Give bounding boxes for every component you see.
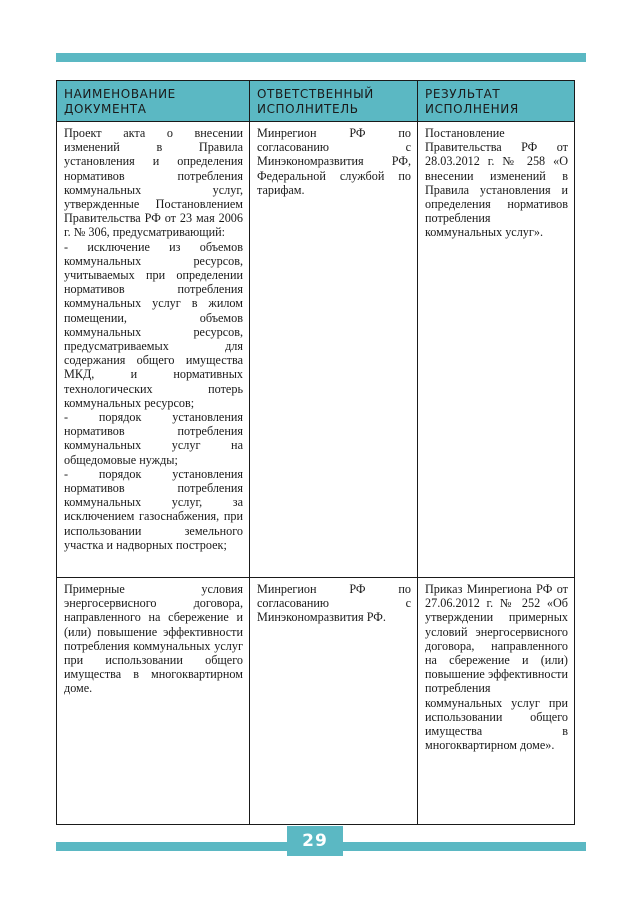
header-document-name: НАИМЕНОВАНИЕ ДОКУМЕНТА [57,81,250,122]
document-name-text: Проект акта о внесении изменений в Правила установления и определения нормативов потребления коммунальных услуг, утвержденные Постановлением Правительства РФ от 23 мая 2006 г. № 306, предусматривающий: [64,126,243,240]
list-item: - порядок установления нормативов потребления коммунальных услуг на общедомовые нужды; [64,410,243,467]
top-decorative-bar [56,53,586,62]
list-item: - исключение из объемов коммунальных ресурсов, учитываемых при определении нормативов потребления коммунальных услуг в жилом помещении, объемов коммунальных ресурсов, предусматриваемых для содержания общего имущества МКД, и нормативных технологических потерь коммунальных ресурсов; [64,239,243,410]
table-header-row [57,81,575,122]
cell-executor: Минрегион РФ по согласованию с Минэкономразвития РФ, Федеральной службой по тарифам. [250,122,418,578]
header-responsible-executor: ОТВЕТСТВЕННЫЙ ИСПОЛНИТЕЛЬ [250,81,418,122]
list-item: - порядок установления нормативов потребления коммунальных услуг, за исключением газоснабжения, при использовании земельного участка и надворных построек; [64,466,243,552]
cell-executor: Минрегион РФ по согласованию с Минэкономразвития РФ. [250,578,418,825]
cell-document-name: Примерные условия энергосервисного договора, направленного на сбережение и (или) повышение эффективности потребления коммунальных услуг при использовании общего имущества в многоквартирном доме. [57,578,250,825]
document-table [56,80,575,825]
cell-document-name [57,122,250,578]
page-number: 29 [287,826,343,856]
header-execution-result: РЕЗУЛЬТАТ ИСПОЛНЕНИЯ [418,81,575,122]
cell-result: Постановление Правительства РФ от 28.03.2012 г. № 258 «О внесении изменений в Правила установления и определения нормативов потребления коммунальных услуг». [418,122,575,578]
table-row [57,578,575,825]
table-row [57,122,575,578]
cell-result: Приказ Минрегиона РФ от 27.06.2012 г. № 252 «Об утверждении примерных условий энергосервисного договора, направленного на сбережение и (или) повышение эффективности потребления коммунальных услуг при использовании общего имущества в многоквартирном доме». [418,578,575,825]
